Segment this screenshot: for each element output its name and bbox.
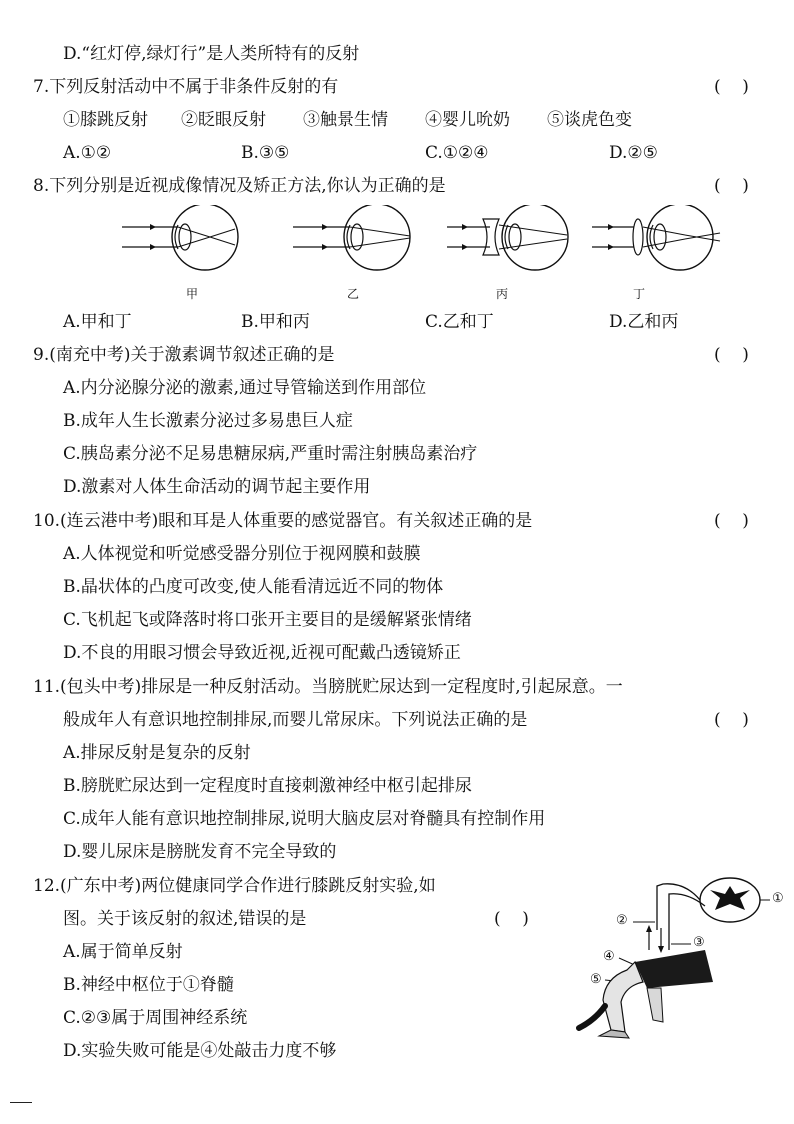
q10-option-d[interactable]: D.不良的用眼习惯会导致近视,近视可配戴凸透镜矫正	[63, 643, 461, 663]
q7-option-a[interactable]: A.①②	[63, 143, 112, 163]
q8-option-c[interactable]: C.乙和丁	[425, 312, 494, 332]
eye-diagram-bing	[447, 205, 568, 270]
q7-item-5: ⑤谈虎色变	[547, 110, 632, 130]
q9-option-a[interactable]: A.内分泌腺分泌的激素,通过导管输送到作用部位	[63, 378, 427, 398]
q8-option-a[interactable]: A.甲和丁	[63, 312, 132, 332]
q9-option-c[interactable]: C.胰岛素分泌不足易患糖尿病,严重时需注射胰岛素治疗	[63, 444, 478, 464]
q6-option-d: D.“红灯停,绿灯行”是人类所特有的反射	[63, 44, 360, 64]
q11-answer-blank[interactable]: ( )	[714, 710, 749, 730]
eye-label-bing: 丙	[496, 287, 509, 301]
eye-label-jia: 甲	[186, 287, 199, 301]
q11-stem-line1: 11.(包头中考)排尿是一种反射活动。当膀胱贮尿达到一定程度时,引起尿意。一	[33, 677, 623, 697]
q12-stem-line2: 图。关于该反射的叙述,错误的是	[63, 909, 307, 929]
q7-option-d[interactable]: D.②⑤	[609, 143, 658, 163]
leg-illustration	[579, 950, 713, 1038]
q10-answer-blank[interactable]: ( )	[714, 511, 749, 531]
q10-option-c[interactable]: C.飞机起飞或降落时将口张开主要目的是缓解紧张情绪	[63, 610, 472, 630]
eye-diagrams	[110, 205, 730, 280]
q11-option-a[interactable]: A.排尿反射是复杂的反射	[63, 743, 251, 763]
q7-items	[63, 109, 743, 131]
q7-item-4: ④婴儿吮奶	[425, 110, 510, 130]
q7-item-3: ③触景生情	[303, 110, 388, 130]
q10-stem: 10.(连云港中考)眼和耳是人体重要的感觉器官。有关叙述正确的是	[33, 511, 533, 531]
q11-option-d[interactable]: D.婴儿尿床是膀胱发育不完全导致的	[63, 842, 337, 862]
q7-option-c[interactable]: C.①②④	[425, 143, 489, 163]
q8-option-b[interactable]: B.甲和丙	[241, 312, 310, 332]
knee-label-3: ③	[693, 935, 705, 950]
q9-stem: 9.(南充中考)关于激素调节叙述正确的是	[33, 345, 335, 365]
q9-option-b[interactable]: B.成年人生长激素分泌过多易患巨人症	[63, 411, 353, 431]
q12-stem-line1: 12.(广东中考)两位健康同学合作进行膝跳反射实验,如	[33, 876, 436, 896]
q11-option-b[interactable]: B.膀胱贮尿达到一定程度时直接刺激神经中枢引起排尿	[63, 776, 472, 796]
q10-option-b[interactable]: B.晶状体的凸度可改变,使人能看清远近不同的物体	[63, 577, 444, 597]
q8-stem: 8.下列分别是近视成像情况及矫正方法,你认为正确的是	[33, 176, 446, 196]
knee-label-5: ⑤	[590, 972, 602, 987]
q7-options	[63, 142, 743, 164]
page-footer-rule	[10, 1102, 32, 1103]
q7-item-2: ②眨眼反射	[181, 110, 266, 130]
q8-option-d[interactable]: D.乙和丙	[609, 312, 679, 332]
q7-answer-blank[interactable]: ( )	[714, 77, 749, 97]
eye-label-yi: 乙	[347, 287, 360, 301]
q12-option-b[interactable]: B.神经中枢位于①脊髓	[63, 975, 234, 995]
q9-answer-blank[interactable]: ( )	[714, 345, 749, 365]
knee-label-2: ②	[616, 913, 628, 928]
knee-label-1: ①	[772, 891, 784, 906]
knee-label-4: ④	[603, 949, 615, 964]
q10-option-a[interactable]: A.人体视觉和听觉感受器分别位于视网膜和鼓膜	[63, 544, 421, 564]
q12-option-a[interactable]: A.属于简单反射	[63, 942, 183, 962]
nerve-pathway	[657, 884, 700, 930]
q8-answer-blank[interactable]: ( )	[714, 176, 749, 196]
q11-stem-line2: 般成年人有意识地控制排尿,而婴儿常尿床。下列说法正确的是	[63, 710, 528, 730]
q7-item-1: ①膝跳反射	[63, 110, 148, 130]
q12-answer-blank[interactable]: ( )	[494, 909, 529, 929]
eye-diagram-jia	[122, 205, 238, 270]
q12-option-c[interactable]: C.②③属于周围神经系统	[63, 1008, 248, 1028]
q7-option-b[interactable]: B.③⑤	[241, 143, 290, 163]
q11-option-c[interactable]: C.成年人能有意识地控制排尿,说明大脑皮层对脊髓具有控制作用	[63, 809, 546, 829]
q9-option-d[interactable]: D.激素对人体生命活动的调节起主要作用	[63, 477, 371, 497]
eye-diagram-ding	[592, 205, 720, 270]
q7-stem: 7.下列反射活动中不属于非条件反射的有	[33, 77, 339, 97]
spinal-cord	[700, 878, 760, 922]
q8-options	[63, 311, 743, 333]
eye-label-ding: 丁	[633, 287, 646, 301]
eye-diagram-yi	[293, 205, 410, 270]
q12-option-d[interactable]: D.实验失败可能是④处敲击力度不够	[63, 1041, 337, 1061]
